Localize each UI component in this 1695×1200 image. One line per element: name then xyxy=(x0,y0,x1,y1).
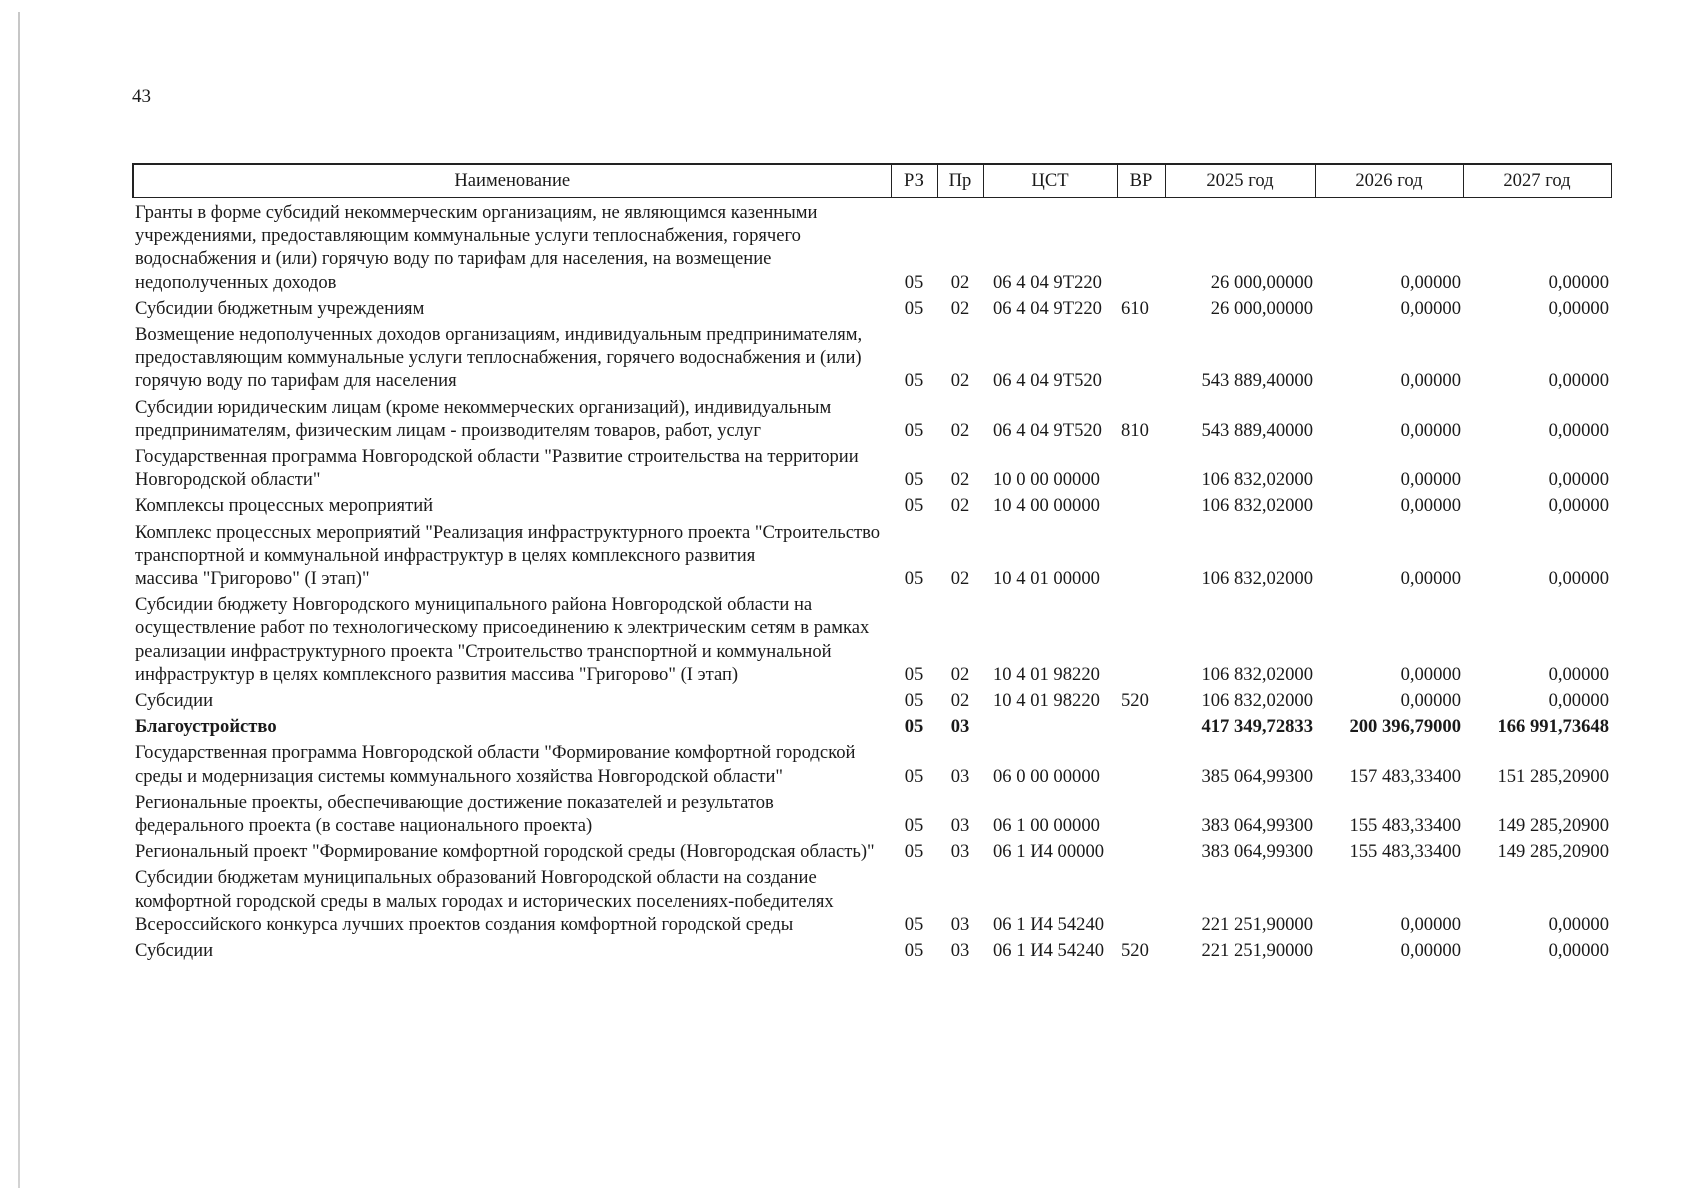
cell-cst xyxy=(983,715,1117,741)
cell-2025: 543 889,40000 xyxy=(1201,419,1313,441)
cell-2025: 106 832,02000 xyxy=(1201,690,1313,712)
table-row xyxy=(133,791,1611,840)
cell-vr xyxy=(1117,521,1165,594)
cell-2026: 0,00000 xyxy=(1400,568,1461,590)
cell-2027: 149 285,20900 xyxy=(1497,841,1609,863)
cell-2025: 221 251,90000 xyxy=(1201,940,1313,962)
cell-pr: 03 xyxy=(950,716,970,738)
cell-name: Субсидии бюджету Новгородского муниципального района Новгородской области на осуществление работ по технологическому присоединению к электрическим сетям в рамках реализации инфраструктурного проекта "Строительство транспортной и коммунальной инфраструктур в целях комплексного развития массива "Григорово" (I этап) xyxy=(135,594,870,685)
cell-pr: 02 xyxy=(950,469,970,491)
cell-2027: 0,00000 xyxy=(1548,913,1609,935)
cell-pr: 03 xyxy=(950,940,970,962)
cell-2026: 0,00000 xyxy=(1400,690,1461,712)
cell-2025: 385 064,99300 xyxy=(1201,765,1313,787)
cell-rz: 05 xyxy=(904,940,924,962)
cell-name: Благоустройство xyxy=(135,716,277,738)
cell-2026: 0,00000 xyxy=(1400,297,1461,319)
cell-2027: 0,00000 xyxy=(1548,690,1609,712)
cell-pr: 02 xyxy=(950,568,970,590)
table-row xyxy=(133,445,1611,494)
header-name: Наименование xyxy=(133,164,891,198)
cell-pr: 03 xyxy=(950,765,970,787)
cell-2026: 0,00000 xyxy=(1400,913,1461,935)
cell-cst: 10 4 00 00000 xyxy=(993,495,1100,517)
cell-pr: 02 xyxy=(950,370,970,392)
cell-vr xyxy=(1117,323,1165,396)
cell-rz: 05 xyxy=(904,690,924,712)
cell-2025: 106 832,02000 xyxy=(1201,469,1313,491)
cell-vr xyxy=(1117,715,1165,741)
cell-pr: 03 xyxy=(950,841,970,863)
cell-2025: 106 832,02000 xyxy=(1201,568,1313,590)
cell-2026: 200 396,79000 xyxy=(1349,716,1461,738)
cell-vr xyxy=(1117,198,1165,297)
cell-cst: 06 4 04 9Т220 xyxy=(993,271,1102,293)
cell-vr xyxy=(1117,494,1165,520)
table-row xyxy=(133,840,1611,866)
cell-pr: 02 xyxy=(950,663,970,685)
cell-rz: 05 xyxy=(904,716,924,738)
cell-rz: 05 xyxy=(904,913,924,935)
cell-name: Субсидии юридическим лицам (кроме некоммерческих организаций), индивидуальным предпринимателям, физическим лицам - производителям товаров, работ, услуг xyxy=(135,396,832,441)
table-row xyxy=(133,689,1611,715)
cell-vr xyxy=(1117,593,1165,689)
cell-cst: 10 4 01 98220 xyxy=(993,690,1100,712)
cell-2027: 0,00000 xyxy=(1548,419,1609,441)
cell-name: Субсидии xyxy=(135,940,214,962)
cell-cst: 10 4 01 98220 xyxy=(993,663,1100,685)
cell-name: Субсидии бюджетам муниципальных образований Новгородской области на создание комфортной городской среды в малых городах и исторических поселениях-победителях Всероссийского конкурса лучших проектов создания комфортной городской среды xyxy=(135,867,834,935)
cell-2026: 155 483,33400 xyxy=(1349,841,1461,863)
cell-2025: 26 000,00000 xyxy=(1210,271,1313,293)
cell-2025: 106 832,02000 xyxy=(1201,663,1313,685)
header-2027: 2027 год xyxy=(1463,164,1611,198)
table-row xyxy=(133,715,1611,741)
cell-rz: 05 xyxy=(904,297,924,319)
cell-rz: 05 xyxy=(904,495,924,517)
header-cst: ЦСТ xyxy=(983,164,1117,198)
cell-vr: 610 xyxy=(1121,297,1149,319)
cell-2027: 0,00000 xyxy=(1548,370,1609,392)
cell-pr: 03 xyxy=(950,913,970,935)
cell-2025: 26 000,00000 xyxy=(1210,297,1313,319)
cell-name: Комплексы процессных мероприятий xyxy=(135,495,434,517)
cell-name: Гранты в форме субсидий некоммерческим организациям, не являющимся казенными учреждениями, предоставляющим коммунальные услуги теплоснабжения, горячего водоснабжения и (или) горячую воду по тарифам для населения, на возмещение недополученных доходов xyxy=(135,202,818,293)
cell-vr: 520 xyxy=(1121,940,1149,962)
header-2026: 2026 год xyxy=(1315,164,1463,198)
cell-2026: 0,00000 xyxy=(1400,940,1461,962)
table-row xyxy=(133,297,1611,323)
cell-name: Субсидии xyxy=(135,690,214,712)
cell-2025: 383 064,99300 xyxy=(1201,841,1313,863)
table-row xyxy=(133,396,1611,445)
cell-2025: 543 889,40000 xyxy=(1201,370,1313,392)
cell-vr xyxy=(1117,741,1165,790)
cell-cst: 06 4 04 9Т520 xyxy=(993,370,1102,392)
cell-2025: 221 251,90000 xyxy=(1201,913,1313,935)
table-row xyxy=(133,939,1611,965)
cell-name: Комплекс процессных мероприятий "Реализация инфраструктурного проекта "Строительство транспортной и коммунальной инфраструктур в целях комплексного развития массива "Григорово" (I этап)" xyxy=(135,521,881,590)
cell-rz: 05 xyxy=(904,469,924,491)
cell-2027: 149 285,20900 xyxy=(1497,815,1609,837)
cell-2027: 0,00000 xyxy=(1548,568,1609,590)
table-row xyxy=(133,323,1611,396)
cell-pr: 02 xyxy=(950,690,970,712)
cell-2027: 166 991,73648 xyxy=(1497,716,1609,738)
cell-vr: 520 xyxy=(1121,690,1149,712)
header-rz: РЗ xyxy=(891,164,937,198)
table-header-row xyxy=(133,164,1611,198)
cell-cst: 06 1 И4 54240 xyxy=(993,913,1105,935)
scan-edge xyxy=(18,12,20,1188)
cell-cst: 06 0 00 00000 xyxy=(993,765,1100,787)
cell-pr: 02 xyxy=(950,297,970,319)
cell-2027: 0,00000 xyxy=(1548,271,1609,293)
cell-rz: 05 xyxy=(904,841,924,863)
cell-cst: 06 1 И4 00000 xyxy=(993,841,1105,863)
cell-vr xyxy=(1117,866,1165,939)
budget-table xyxy=(132,163,1612,965)
cell-cst: 06 1 И4 54240 xyxy=(993,940,1105,962)
cell-2025: 417 349,72833 xyxy=(1201,716,1313,738)
cell-vr xyxy=(1117,445,1165,494)
cell-pr: 02 xyxy=(950,495,970,517)
cell-pr: 02 xyxy=(950,419,970,441)
table-row xyxy=(133,593,1611,689)
cell-2026: 155 483,33400 xyxy=(1349,815,1461,837)
header-pr: Пр xyxy=(937,164,983,198)
cell-2027: 0,00000 xyxy=(1548,469,1609,491)
header-vr: ВР xyxy=(1117,164,1165,198)
cell-rz: 05 xyxy=(904,568,924,590)
cell-2026: 0,00000 xyxy=(1400,495,1461,517)
cell-rz: 05 xyxy=(904,765,924,787)
cell-2026: 0,00000 xyxy=(1400,271,1461,293)
cell-name: Субсидии бюджетным учреждениям xyxy=(135,297,425,319)
cell-cst: 10 0 00 00000 xyxy=(993,469,1100,491)
cell-2026: 0,00000 xyxy=(1400,370,1461,392)
cell-rz: 05 xyxy=(904,419,924,441)
cell-2027: 151 285,20900 xyxy=(1497,765,1609,787)
page-number: 43 xyxy=(132,86,151,107)
cell-cst: 06 4 04 9Т520 xyxy=(993,419,1102,441)
cell-name: Региональные проекты, обеспечивающие достижение показателей и результатов федерального проекта (в составе национального проекта) xyxy=(135,791,774,837)
cell-rz: 05 xyxy=(904,815,924,837)
cell-pr: 02 xyxy=(950,271,970,293)
cell-2026: 0,00000 xyxy=(1400,419,1461,441)
table-row xyxy=(133,198,1611,297)
cell-2025: 383 064,99300 xyxy=(1201,815,1313,837)
cell-name: Государственная программа Новгородской области "Развитие строительства на территории Новгородской области" xyxy=(135,446,859,491)
cell-rz: 05 xyxy=(904,271,924,293)
cell-vr xyxy=(1117,840,1165,866)
cell-2027: 0,00000 xyxy=(1548,663,1609,685)
cell-2027: 0,00000 xyxy=(1548,940,1609,962)
cell-rz: 05 xyxy=(904,663,924,685)
table-row xyxy=(133,866,1611,939)
cell-name: Государственная программа Новгородской области "Формирование комфортной городской среды и модернизация системы коммунального хозяйства Новгородской области" xyxy=(135,742,856,787)
cell-2027: 0,00000 xyxy=(1548,297,1609,319)
header-2025: 2025 год xyxy=(1165,164,1315,198)
cell-2026: 0,00000 xyxy=(1400,469,1461,491)
cell-cst: 10 4 01 00000 xyxy=(993,568,1100,590)
cell-cst: 06 1 00 00000 xyxy=(993,815,1100,837)
cell-rz: 05 xyxy=(904,370,924,392)
cell-cst: 06 4 04 9Т220 xyxy=(993,297,1102,319)
table-row xyxy=(133,494,1611,520)
cell-name: Региональный проект "Формирование комфортной городской среды (Новгородская область)" xyxy=(135,841,875,863)
cell-2026: 0,00000 xyxy=(1400,663,1461,685)
table-row xyxy=(133,741,1611,790)
cell-2025: 106 832,02000 xyxy=(1201,495,1313,517)
table-row xyxy=(133,521,1611,594)
cell-2026: 157 483,33400 xyxy=(1349,765,1461,787)
cell-name: Возмещение недополученных доходов организациям, индивидуальным предпринимателям, предоставляющим коммунальные услуги теплоснабжения, горячего водоснабжения и (или) горячую воду по тарифам для населения xyxy=(135,324,863,392)
cell-vr: 810 xyxy=(1121,419,1149,441)
cell-2027: 0,00000 xyxy=(1548,495,1609,517)
cell-pr: 03 xyxy=(950,815,970,837)
cell-vr xyxy=(1117,791,1165,840)
table-body xyxy=(133,198,1611,966)
